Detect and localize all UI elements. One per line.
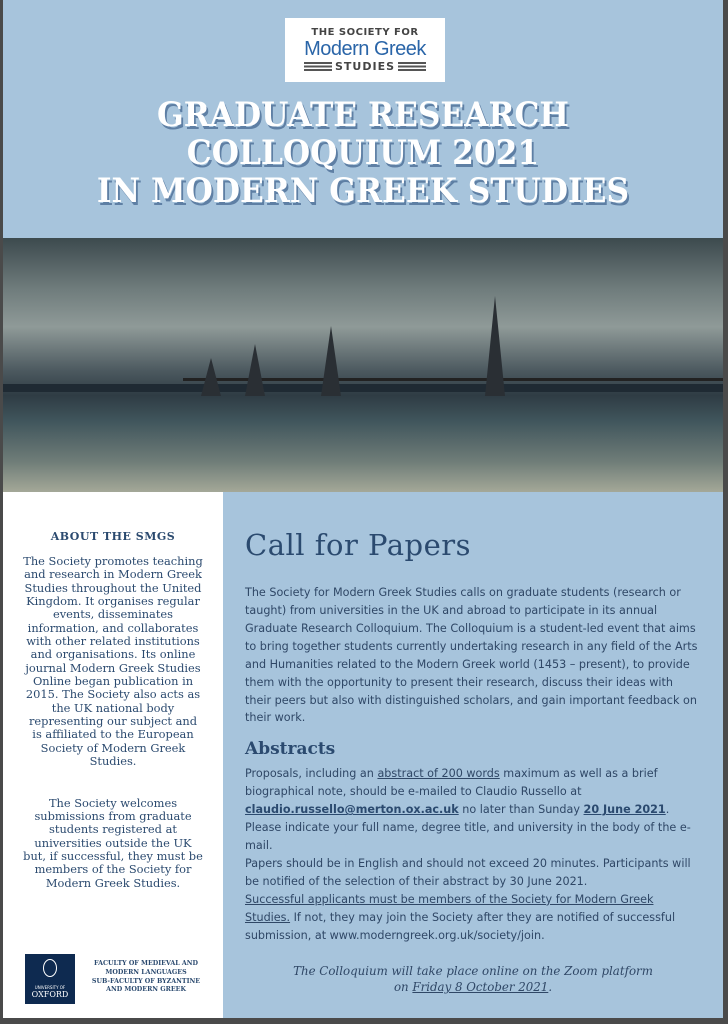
event-date: Friday 8 October 2021 [412, 980, 549, 995]
stripes-icon [304, 62, 332, 71]
closing-text: The Colloquium will take place online on the Zoom platform on Friday 8 October 2021. [293, 963, 653, 995]
intro-text: The Society for Modern Greek Studies calls on graduate students (research or taught) from universities in the UK and abroad to participate in its annual Graduate Research Colloquium. The Colloquium is a student-led event that aims to bring together students currently undertaking research in any field of the Arts and Humanities related to the Modern Greek world (1453 – present), to provide them with the opportunity to present their research, discuss their ideas with their peers but also with distinguished scholars, and gain important feedback on their work. [245, 586, 698, 725]
faculty-name: FACULTY OF MEDIEVAL AND MODERN LANGUAGES SUB-FACULTY OF BYZANTINE AND MODERN GREEK [91, 960, 201, 994]
bridge-photo [3, 238, 723, 492]
bridge-pylon [321, 326, 341, 396]
poster-title: GRADUATE RESEARCH COLLOQUIUM 2021 IN MODERN GREEK STUDIES [96, 95, 630, 212]
bridge-pylon [201, 358, 221, 396]
abstract-link[interactable]: abstract of 200 words [377, 767, 500, 781]
poster [3, 0, 723, 1018]
bridge-pylon [245, 344, 265, 396]
oxford-crest-icon [43, 959, 57, 977]
cfp-heading: Call for Papers [245, 528, 471, 562]
shoreline [3, 384, 723, 392]
proposal-text: Proposals, including an abstract of 200 words maximum as well as a brief biographical note, should be e-mailed to Claudio Russello at claudio.russello@merton.ox.ac.uk no later than Sunday 20 June 2021. Please indicate your full name, degree title, and university in the body of the e-mail. [245, 767, 691, 853]
about-heading: ABOUT THE SMGS [50, 530, 176, 543]
welcome-text: The Society welcomes submissions from graduate students registered at universities outside the UK but, if successful, they must be members of the Society for Modern Greek Studies. [23, 795, 203, 890]
bridge-pylon [485, 296, 505, 396]
email-link[interactable]: claudio.russello@merton.ox.ac.uk [245, 803, 459, 817]
membership-link[interactable]: Successful applicants must be members of the Society for Modern Greek Studies. [245, 892, 654, 924]
deadline: 20 June 2021 [583, 803, 666, 817]
about-text: The Society promotes teaching and research in Modern Greek Studies throughout the United Kingdom. It organises regular events, disseminates information, and collaborates with other related institutions and organisations. Its online journal Modern Greek Studies Online began publication in 2015. The Society also acts as the UK national body representing our subject and is affiliated to the European Society of Modern Greek Studies. [23, 554, 203, 769]
membership-text: Successful applicants must be members of the Society for Modern Greek Studies. If not, they may join the Society after they are notified of successful submission, at www.moderngreek.org.uk/society/join. [245, 892, 676, 942]
smgs-logo: THE SOCIETY FOR Modern Greek STUDIES [285, 18, 445, 82]
call-for-papers [223, 492, 723, 996]
abstracts-heading: Abstracts [245, 739, 336, 760]
stripes-icon [398, 62, 426, 71]
papers-text: Papers should be in English and should not exceed 20 minutes. Participants will be notified of the selection of their abstract by 30 June 2021. [245, 856, 691, 888]
oxford-logo: UNIVERSITY OF OXFORD [25, 954, 75, 1004]
about-sidebar [3, 492, 223, 1018]
